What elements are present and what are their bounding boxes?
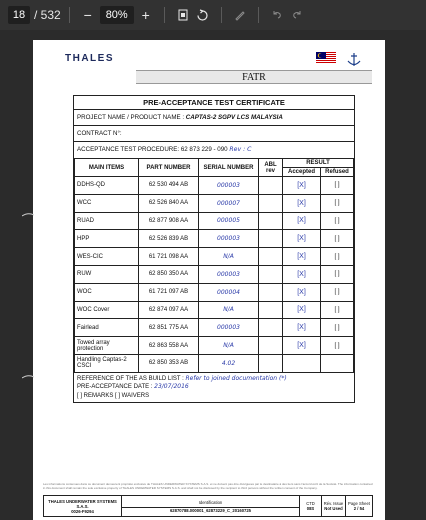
row-serial-number: 000007: [199, 194, 259, 212]
redo-icon: [291, 9, 303, 21]
footer-rev-value: Not Used: [324, 506, 343, 511]
table-row: [75, 212, 354, 230]
table-row: [75, 177, 354, 195]
items-table: [74, 158, 354, 373]
table-row: [75, 248, 354, 266]
header-part-number: PART NUMBER: [139, 159, 199, 177]
footer-company-name: THALES UNDERWATER SYSTEMS S.A.S.: [48, 498, 117, 509]
header-accepted: Accepted: [283, 168, 321, 177]
row-abl-rev: [259, 194, 283, 212]
row-item: WCC: [75, 194, 139, 212]
row-refused: [ ]: [321, 248, 354, 266]
certificate-title: PRE-ACCEPTANCE TEST CERTIFICATE: [74, 96, 354, 110]
row-item: WOC: [75, 283, 139, 301]
row-accepted: [X]: [283, 283, 321, 301]
document-page: [33, 40, 385, 520]
row-item: Fairlead: [75, 319, 139, 337]
row-abl-rev: [259, 248, 283, 266]
row-accepted: [X]: [283, 177, 321, 195]
header-main-items: MAIN ITEMS: [75, 159, 139, 177]
row-serial-number: N/A: [199, 301, 259, 319]
margin-mark: [22, 374, 34, 379]
row-accepted: [X]: [283, 194, 321, 212]
row-abl-rev: [259, 212, 283, 230]
contract-row: [74, 126, 354, 142]
project-value: CAPTAS-2 SGPV LCS MALAYSIA: [185, 114, 283, 121]
fit-page-icon: [177, 9, 189, 21]
procedure-row: [74, 142, 354, 158]
row-part-number: 61 721 097 AB: [139, 283, 199, 301]
certificate-box: [73, 95, 355, 403]
reference-value: Refer to joined documentation (*): [185, 374, 287, 382]
footer-ctd-label: CTD: [306, 501, 315, 506]
row-part-number: 62 530 494 AB: [139, 177, 199, 195]
document-footer: [43, 495, 373, 517]
row-accepted: [X]: [283, 248, 321, 266]
row-serial-number: 4.02: [199, 354, 259, 372]
footer-page: [346, 496, 372, 516]
row-refused: [321, 354, 354, 372]
row-item: RUW: [75, 265, 139, 283]
row-serial-number: 000003: [199, 319, 259, 337]
date-label: PRE-ACCEPTANCE DATE :: [77, 384, 153, 391]
footer-identification: [122, 496, 300, 516]
row-serial-number: 000005: [199, 212, 259, 230]
toolbar-divider: [69, 7, 70, 23]
zoom-out-button[interactable]: −: [83, 7, 92, 23]
footnote-right: The information contained in this document shall remain the sole exclusive property of THALES UNDERWATER SYSTEMS S.A.S. and shall not be disclosed by the recipient to third persons without the written consent of the Company.: [43, 482, 373, 490]
navy-emblem-icon: [346, 52, 362, 68]
header-serial-number: SERIAL NUMBER: [199, 159, 259, 177]
footer-rev: [322, 496, 346, 516]
zoom-in-button[interactable]: +: [141, 7, 150, 23]
row-accepted: [X]: [283, 337, 321, 355]
row-abl-rev: [259, 177, 283, 195]
row-accepted: [X]: [283, 265, 321, 283]
row-part-number: 62 863 558 AA: [139, 337, 199, 355]
row-refused: [ ]: [321, 177, 354, 195]
fatr-banner: FATR: [136, 70, 372, 84]
footer-id-label: Identification: [122, 500, 299, 508]
footnote-left: Les informations contenues dans ce document demeurent propriété exclusive de THALES UNDERWATER SYSTEMS S.A.S. et ne doivent pas être divulguées par le destinataire à des tiers sans l'accord écrit de la Société.: [43, 482, 338, 486]
row-abl-rev: [259, 283, 283, 301]
footer-company-code: 0026-F9294: [71, 508, 94, 514]
row-item: RUAD: [75, 212, 139, 230]
draw-button[interactable]: [230, 5, 250, 25]
date-line: [77, 383, 351, 392]
row-item: WOC Cover: [75, 301, 139, 319]
row-accepted: [X]: [283, 230, 321, 248]
contract-label: CONTRACT N°:: [77, 130, 122, 137]
row-part-number: 62 877 908 AA: [139, 212, 199, 230]
table-row: [75, 230, 354, 248]
row-accepted: [283, 354, 321, 372]
procedure-label: ACCEPTANCE TEST PROCEDURE: 62 873 229 - 090: [77, 146, 228, 153]
row-item: WES-CIC: [75, 248, 139, 266]
row-refused: [ ]: [321, 337, 354, 355]
toolbar-divider: [164, 7, 165, 23]
row-accepted: [X]: [283, 319, 321, 337]
project-row: [74, 110, 354, 126]
remarks-line: [ ] REMARKS [ ] WAIVERS: [77, 392, 150, 399]
date-value: 23/07/2016: [154, 383, 189, 391]
row-refused: [ ]: [321, 319, 354, 337]
table-row: [75, 301, 354, 319]
reference-label: REFERENCE OF THE AS BUILD LIST :: [77, 375, 184, 382]
footer-rev-label: Rév. Issue: [323, 501, 344, 506]
undo-icon: [271, 9, 283, 21]
row-serial-number: 000004: [199, 283, 259, 301]
row-refused: [ ]: [321, 230, 354, 248]
header-result: RESULT: [283, 159, 354, 168]
toolbar-divider: [258, 7, 259, 23]
footer-company: [44, 496, 122, 516]
row-abl-rev: [259, 230, 283, 248]
footer-ctd-value: 08S: [306, 506, 315, 511]
row-part-number: 62 851 775 AA: [139, 319, 199, 337]
footnote: [43, 482, 373, 490]
row-abl-rev: [259, 265, 283, 283]
page-total: / 532: [34, 8, 61, 22]
redo-button[interactable]: [287, 5, 307, 25]
row-accepted: [X]: [283, 301, 321, 319]
row-refused: [ ]: [321, 265, 354, 283]
undo-button[interactable]: [267, 5, 287, 25]
row-item: DDHS-QD: [75, 177, 139, 195]
row-serial-number: N/A: [199, 337, 259, 355]
footer-id-value: 62870788.000001_62873229_C_20160725: [169, 507, 252, 513]
footer-page-value: 2 / 54: [353, 506, 365, 511]
table-row: [75, 194, 354, 212]
page-number-input[interactable]: 18: [8, 6, 30, 24]
row-part-number: 61 721 098 AA: [139, 248, 199, 266]
project-label: PROJECT NAME / PRODUCT NAME :: [77, 114, 185, 121]
table-row: [75, 265, 354, 283]
header-refused: Refused: [321, 168, 354, 177]
margin-mark: [22, 212, 34, 217]
table-row: [75, 337, 354, 355]
row-refused: [ ]: [321, 212, 354, 230]
row-serial-number: 000003: [199, 265, 259, 283]
row-accepted: [X]: [283, 212, 321, 230]
footer-page-label: Page Sheet: [348, 501, 370, 506]
procedure-rev: Rev : C: [229, 146, 252, 153]
rotate-button[interactable]: [193, 5, 213, 25]
row-part-number: 62 526 839 AB: [139, 230, 199, 248]
row-refused: [ ]: [321, 283, 354, 301]
table-row: [75, 319, 354, 337]
row-part-number: 62 850 353 AB: [139, 354, 199, 372]
footer-ctd: [300, 496, 322, 516]
toolbar-divider: [221, 7, 222, 23]
row-refused: [ ]: [321, 301, 354, 319]
row-part-number: 62 850 350 AA: [139, 265, 199, 283]
row-part-number: 62 874 097 AA: [139, 301, 199, 319]
row-refused: [ ]: [321, 194, 354, 212]
row-part-number: 62 526 840 AA: [139, 194, 199, 212]
row-item: Towed array protection: [75, 337, 139, 355]
zoom-level-input[interactable]: 80%: [100, 6, 134, 24]
reference-line: [77, 375, 351, 384]
thales-logo: THALES: [65, 53, 114, 64]
fit-page-button[interactable]: [173, 5, 193, 25]
table-row: [75, 354, 354, 372]
row-item: HPP: [75, 230, 139, 248]
row-serial-number: N/A: [199, 248, 259, 266]
viewer-toolbar: [0, 0, 426, 30]
row-abl-rev: [259, 301, 283, 319]
row-serial-number: 000003: [199, 177, 259, 195]
row-abl-rev: [259, 337, 283, 355]
header-abl-rev: ABL rev: [259, 159, 283, 177]
row-serial-number: 000003: [199, 230, 259, 248]
row-abl-rev: [259, 319, 283, 337]
row-abl-rev: [259, 354, 283, 372]
draw-icon: [234, 9, 246, 21]
malaysia-flag-icon: [316, 52, 336, 64]
row-item: Handling Captas-2 CSCI: [75, 354, 139, 372]
reference-block: [74, 373, 354, 403]
rotate-icon: [196, 9, 209, 22]
table-row: [75, 283, 354, 301]
